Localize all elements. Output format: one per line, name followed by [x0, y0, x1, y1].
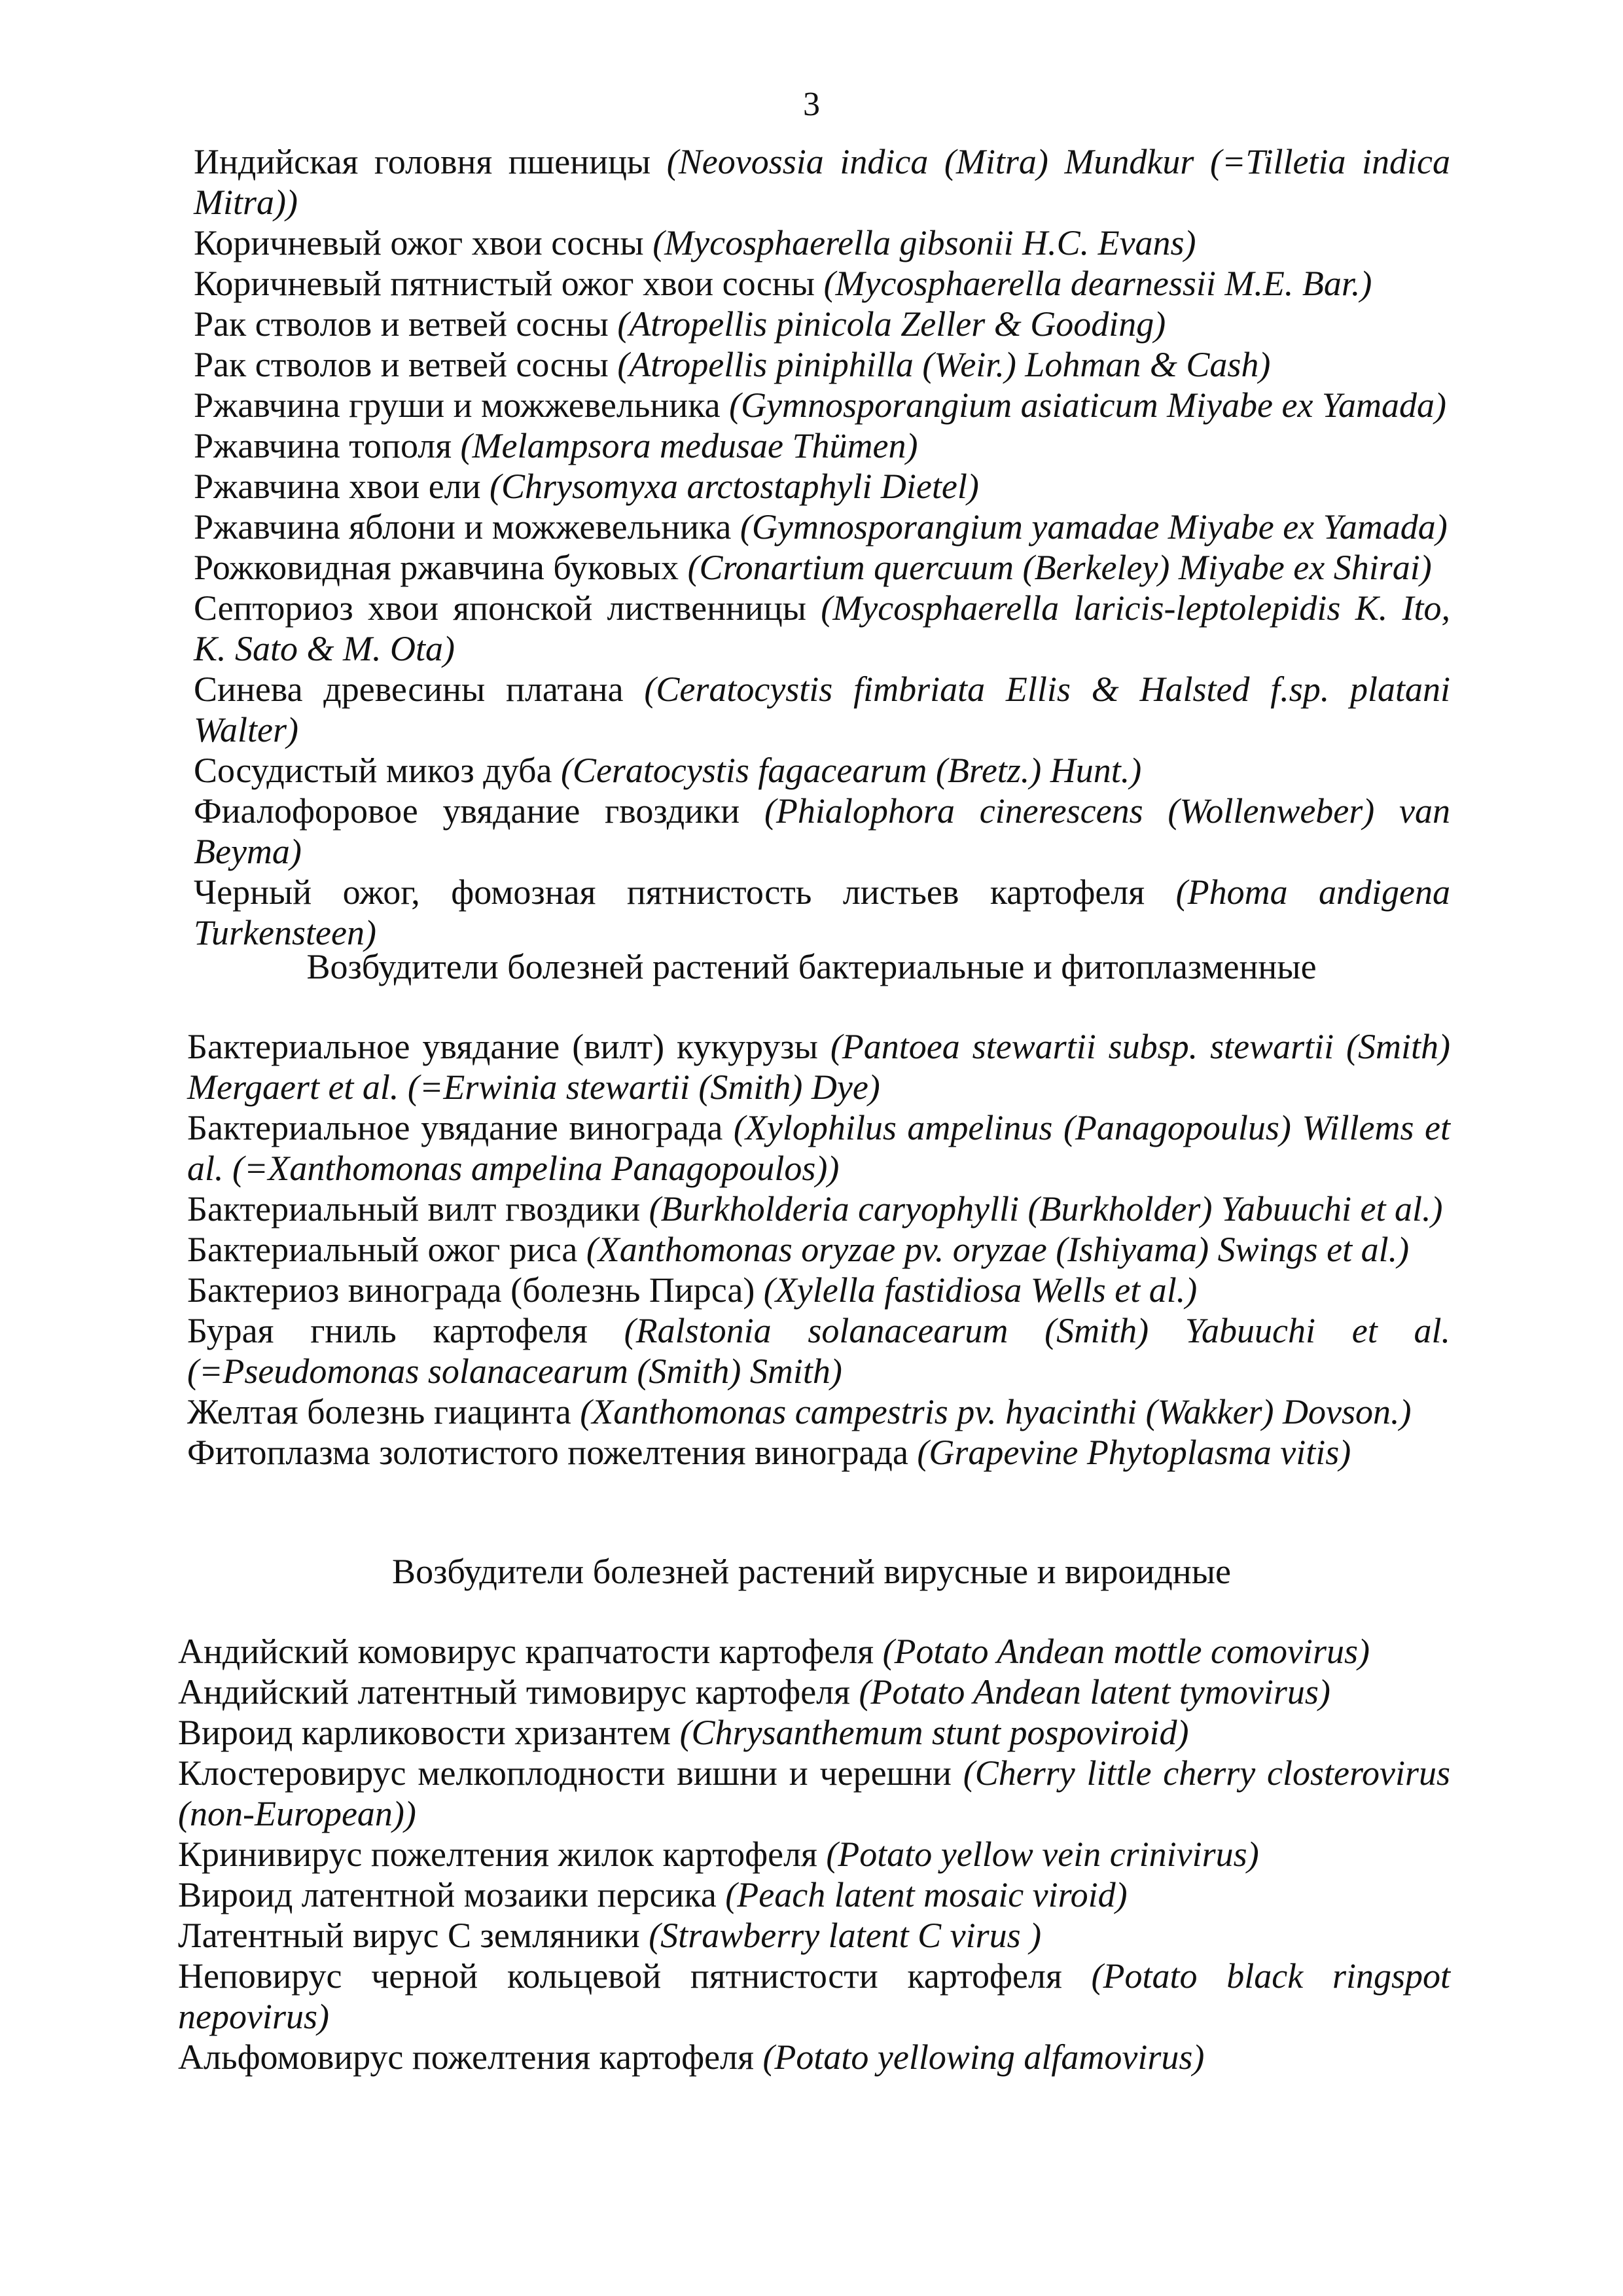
pathogen-latin-name: (Potato black ringspot nepovirus): [178, 1956, 1450, 2036]
pathogen-entry: [194, 872, 1450, 953]
pathogen-latin-name: (Melampsora medusae Thümen): [460, 426, 918, 465]
pathogen-common-name: Ржавчина яблони и можжевельника: [194, 507, 732, 547]
pathogen-latin-name: (Ralstonia solanacearum (Smith) Yabuuchi et al. (=Pseudomonas solanacearum (Smith) Smith): [187, 1311, 1450, 1391]
pathogen-latin-name: (Phialophora cinerescens (Wollenweber) van Beyma): [194, 791, 1450, 871]
pathogen-entry: [194, 141, 1450, 223]
pathogen-entry: [178, 1956, 1450, 2037]
pathogen-entry: [194, 304, 1450, 344]
pathogen-common-name: Бактериоз винограда (болезнь Пирса): [187, 1270, 755, 1310]
pathogen-entry: [194, 344, 1450, 385]
pathogen-common-name: Вироид латентной мозаики персика: [178, 1875, 717, 1914]
pathogen-entry: [194, 547, 1450, 588]
pathogen-common-name: Фитоплазма золотистого пожелтения винограда: [187, 1433, 908, 1472]
pathogen-latin-name: (Ceratocystis fagacearum (Bretz.) Hunt.): [560, 751, 1142, 790]
pathogen-entry: [187, 1107, 1450, 1189]
pathogen-latin-name: (Cherry little cherry closterovirus (non-European)): [178, 1753, 1450, 1833]
pathogen-common-name: Бактериальное увядание (вилт) кукурузы: [187, 1027, 818, 1066]
pathogen-common-name: Альфомовирус пожелтения картофеля: [178, 2037, 754, 2077]
pathogen-latin-name: (Mycosphaerella gibsonii H.C. Evans): [652, 223, 1196, 262]
pathogen-latin-name: (Mycosphaerella dearnessii M.E. Bar.): [823, 264, 1372, 303]
pathogen-latin-name: (Cronartium quercuum (Berkeley) Miyabe ex Shirai): [687, 548, 1432, 587]
pathogen-common-name: Клостеровирус мелкоплодности вишни и черешни: [178, 1753, 952, 1793]
pathogen-common-name: Рожковидная ржавчина буковых: [194, 548, 679, 587]
page-number: 3: [803, 86, 820, 123]
pathogen-common-name: Черный ожог, фомозная пятнистость листьев картофеля: [194, 872, 1145, 912]
pathogen-latin-name: (Chrysomyxa arctostaphyli Dietel): [490, 467, 979, 506]
pathogen-entry: [194, 385, 1450, 425]
pathogen-entry: [187, 1229, 1450, 1270]
pathogen-latin-name: (Grapevine Phytoplasma vitis): [917, 1433, 1351, 1472]
pathogen-latin-name: (Pantoea stewartii subsp. stewartii (Smith) Mergaert et al. (=Erwinia stewartii (Smith) Dye): [187, 1027, 1451, 1107]
pathogen-common-name: Ржавчина хвои ели: [194, 467, 481, 506]
pathogen-common-name: Вироид карликовости хризантем: [178, 1713, 671, 1752]
pathogen-latin-name: (Phoma andigena Turkensteen): [194, 872, 1451, 952]
pathogen-common-name: Септориоз хвои японской лиственницы: [194, 588, 806, 628]
pathogen-latin-name: (Potato yellowing alfamovirus): [762, 2037, 1205, 2077]
pathogen-latin-name: (Xylella fastidiosa Wells et al.): [763, 1270, 1198, 1310]
pathogen-common-name: Индийская головня пшеницы: [194, 142, 651, 181]
pathogen-entry: [187, 1189, 1450, 1229]
pathogen-latin-name: (Potato Andean mottle comovirus): [882, 1632, 1370, 1671]
pathogen-entry: [194, 750, 1450, 791]
pathogen-entry: [194, 507, 1450, 547]
pathogen-entry: [187, 1432, 1450, 1473]
pathogen-latin-name: (Potato Andean latent tymovirus): [859, 1672, 1330, 1712]
pathogen-entry: [194, 588, 1450, 669]
viral-pathogens-list: [178, 1631, 1450, 2077]
pathogen-common-name: Коричневый пятнистый ожог хвои сосны: [194, 264, 815, 303]
pathogen-latin-name: (Atropellis pinicola Zeller & Gooding): [617, 304, 1166, 344]
pathogen-entry: [178, 1712, 1450, 1753]
pathogen-entry: [178, 1753, 1450, 1834]
pathogen-latin-name: (Peach latent mosaic viroid): [725, 1875, 1128, 1914]
pathogen-latin-name: (Ceratocystis fimbriata Ellis & Halsted f.sp. platani Walter): [194, 670, 1450, 749]
pathogen-entry: [178, 1874, 1450, 1915]
pathogen-latin-name: (Chrysanthemum stunt pospoviroid): [679, 1713, 1189, 1752]
pathogen-common-name: Андийский комовирус крапчатости картофеля: [178, 1632, 874, 1671]
pathogen-entry: [194, 466, 1450, 507]
pathogen-latin-name: (Xylophilus ampelinus (Panagopoulus) Willems et al. (=Xanthomonas ampelina Panagopoulos)): [187, 1108, 1450, 1188]
pathogen-common-name: Рак стволов и ветвей сосны: [194, 304, 609, 344]
section-heading-bacterial: Возбудители болезней растений бактериальные и фитоплазменные: [306, 947, 1317, 986]
pathogen-entry: [187, 1310, 1450, 1391]
pathogen-common-name: Фиалофоровое увядание гвоздики: [194, 791, 740, 831]
pathogen-latin-name: (Xanthomonas oryzae pv. oryzae (Ishiyama) Swings et al.): [586, 1230, 1410, 1269]
pathogen-common-name: Неповирус черной кольцевой пятнистости картофеля: [178, 1956, 1062, 1996]
pathogen-entry: [194, 669, 1450, 750]
pathogen-entry: [178, 1631, 1450, 1672]
pathogen-entry: [194, 791, 1450, 872]
pathogen-latin-name: (Gymnosporangium yamadae Miyabe ex Yamada): [740, 507, 1448, 547]
pathogen-common-name: Синева древесины платана: [194, 670, 624, 709]
pathogen-entry: [178, 1915, 1450, 1956]
pathogen-latin-name: (Burkholderia caryophylli (Burkholder) Yabuuchi et al.): [649, 1189, 1443, 1229]
pathogen-entry: [187, 1026, 1450, 1107]
pathogen-entry: [178, 2037, 1450, 2077]
pathogen-entry: [178, 1672, 1450, 1712]
pathogen-latin-name: (Xanthomonas campestris pv. hyacinthi (Wakker) Dovson.): [580, 1392, 1412, 1431]
section-heading-viral: Возбудители болезней растений вирусные и вироидные: [392, 1552, 1231, 1591]
pathogen-common-name: Желтая болезнь гиацинта: [187, 1392, 571, 1431]
pathogen-common-name: Латентный вирус С земляники: [178, 1916, 640, 1955]
pathogen-common-name: Бактериальное увядание винограда: [187, 1108, 723, 1147]
fungal-pathogens-list: [194, 141, 1450, 953]
pathogen-common-name: Рак стволов и ветвей сосны: [194, 345, 609, 384]
pathogen-common-name: Ржавчина тополя: [194, 426, 452, 465]
pathogen-latin-name: (Potato yellow vein crinivirus): [826, 1835, 1259, 1874]
pathogen-entry: [187, 1270, 1450, 1310]
pathogen-common-name: Андийский латентный тимовирус картофеля: [178, 1672, 850, 1712]
pathogen-common-name: Кринивирус пожелтения жилок картофеля: [178, 1835, 817, 1874]
pathogen-latin-name: (Neovossia indica (Mitra) Mundkur (=Tilletia indica Mitra)): [194, 142, 1450, 222]
pathogen-common-name: Коричневый ожог хвои сосны: [194, 223, 644, 262]
pathogen-common-name: Ржавчина груши и можжевельника: [194, 386, 721, 425]
pathogen-common-name: Бурая гниль картофеля: [187, 1311, 588, 1350]
pathogen-entry: [194, 425, 1450, 466]
pathogen-entry: [194, 223, 1450, 263]
pathogen-entry: [178, 1834, 1450, 1874]
pathogen-common-name: Бактериальный ожог риса: [187, 1230, 578, 1269]
pathogen-entry: [187, 1391, 1450, 1432]
pathogen-latin-name: (Mycosphaerella laricis-leptolepidis K. Ito, K. Sato & M. Ota): [194, 588, 1450, 668]
pathogen-common-name: Сосудистый микоз дуба: [194, 751, 552, 790]
pathogen-latin-name: (Strawberry latent C virus ): [649, 1916, 1042, 1955]
pathogen-latin-name: (Gymnosporangium asiaticum Miyabe ex Yamada): [729, 386, 1446, 425]
pathogen-latin-name: (Atropellis piniphilla (Weir.) Lohman & Cash): [617, 345, 1271, 384]
pathogen-entry: [194, 263, 1450, 304]
bacterial-pathogens-list: [187, 1026, 1450, 1473]
pathogen-common-name: Бактериальный вилт гвоздики: [187, 1189, 641, 1229]
